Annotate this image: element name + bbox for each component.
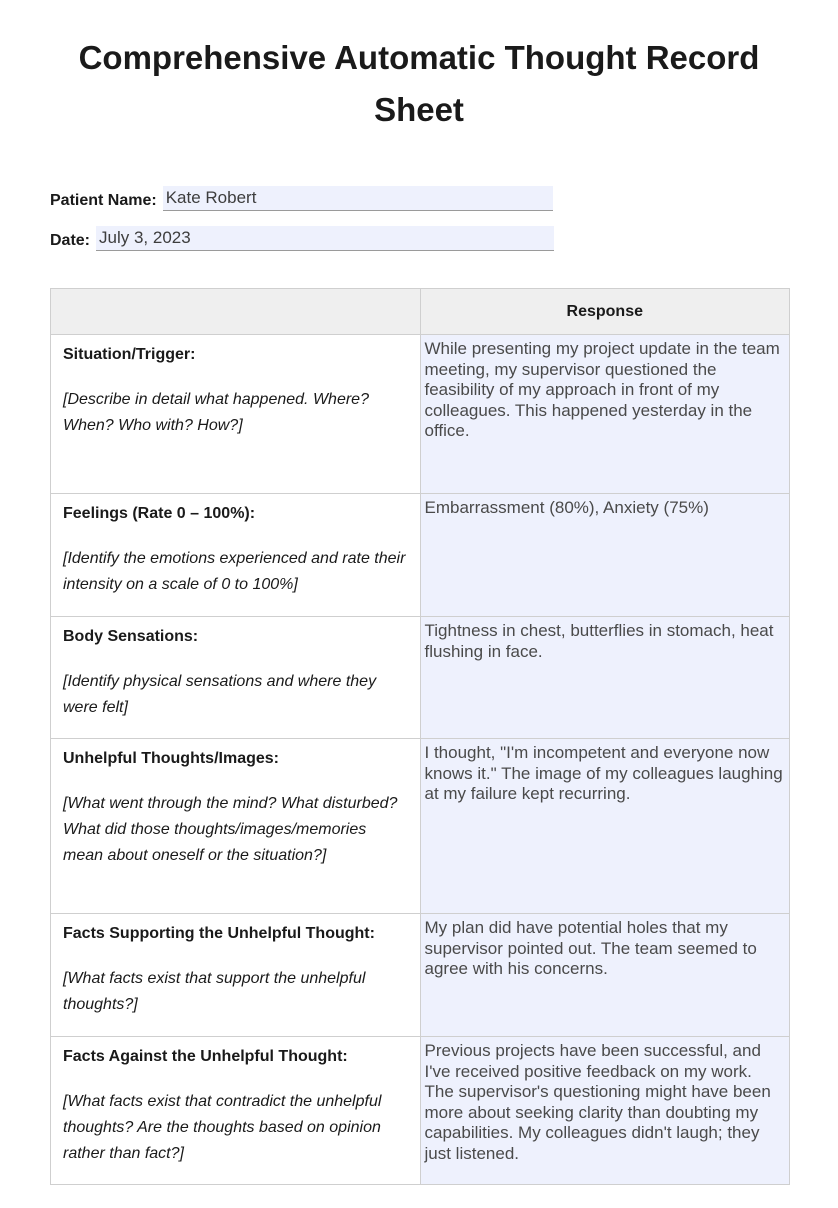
- table-row-unhelpful-thoughts: [51, 739, 790, 914]
- prompt-cell: [51, 494, 421, 617]
- row-label: Facts Against the Unhelpful Thought:: [63, 1048, 348, 1065]
- table-row-facts-supporting: [51, 914, 790, 1037]
- prompt-cell: [51, 335, 421, 494]
- table-row-feelings: [51, 494, 790, 617]
- row-hint: [Describe in detail what happened. Where? When? Who with? How?]: [63, 391, 369, 434]
- date-field[interactable]: July 3, 2023: [96, 226, 554, 251]
- document-title: Comprehensive Automatic Thought Record Sheet: [78, 39, 760, 128]
- patient-name-field[interactable]: Kate Robert: [163, 186, 553, 211]
- prompt-cell: [51, 617, 421, 739]
- patient-name-row: [50, 186, 553, 211]
- response-column-header: Response: [420, 289, 790, 335]
- prompt-column-header: [51, 289, 421, 335]
- prompt-cell: [51, 914, 421, 1037]
- table-row-body-sensations: [51, 617, 790, 739]
- table-row-situation: [51, 335, 790, 494]
- row-label: Facts Supporting the Unhelpful Thought:: [63, 925, 375, 942]
- row-hint: [Identify physical sensations and where they were felt]: [63, 673, 377, 716]
- response-field[interactable]: Embarrassment (80%), Anxiety (75%): [420, 494, 790, 617]
- date-row: [50, 226, 554, 251]
- row-hint: [What went through the mind? What disturbed? What did those thoughts/images/memories mean about oneself or the situation?]: [63, 795, 398, 864]
- row-label: Situation/Trigger:: [63, 346, 196, 363]
- response-field[interactable]: Tightness in chest, butterflies in stomach, heat flushing in face.: [420, 617, 790, 739]
- row-hint: [Identify the emotions experienced and rate their intensity on a scale of 0 to 100%]: [63, 550, 406, 593]
- prompt-cell: [51, 1037, 421, 1185]
- date-label: Date:: [50, 232, 91, 249]
- thought-record-table: [50, 288, 790, 1185]
- response-field[interactable]: I thought, "I'm incompetent and everyone now knows it." The image of my colleagues laughing at my failure kept recurring.: [420, 739, 790, 914]
- response-field[interactable]: While presenting my project update in the team meeting, my supervisor questioned the feasibility of my approach in front of my colleagues. This happened yesterday in the office.: [420, 335, 790, 494]
- response-field[interactable]: My plan did have potential holes that my supervisor pointed out. The team seemed to agree with his concerns.: [420, 914, 790, 1037]
- row-hint: [What facts exist that contradict the unhelpful thoughts? Are the thoughts based on opinion rather than fact?]: [63, 1093, 382, 1162]
- table-row-facts-against: [51, 1037, 790, 1185]
- patient-name-label: Patient Name:: [50, 192, 157, 209]
- response-field[interactable]: Previous projects have been successful, and I've received positive feedback on my work. The supervisor's questioning might have been more about seeking clarity than doubting my capabilities. My colleagues didn't laugh; they just listened.: [420, 1037, 790, 1185]
- row-hint: [What facts exist that support the unhelpful thoughts?]: [63, 970, 366, 1013]
- prompt-cell: [51, 739, 421, 914]
- row-label: Unhelpful Thoughts/Images:: [63, 750, 279, 767]
- row-label: Body Sensations:: [63, 628, 199, 645]
- table-header-row: [51, 289, 790, 335]
- row-label: Feelings (Rate 0 – 100%):: [63, 505, 256, 522]
